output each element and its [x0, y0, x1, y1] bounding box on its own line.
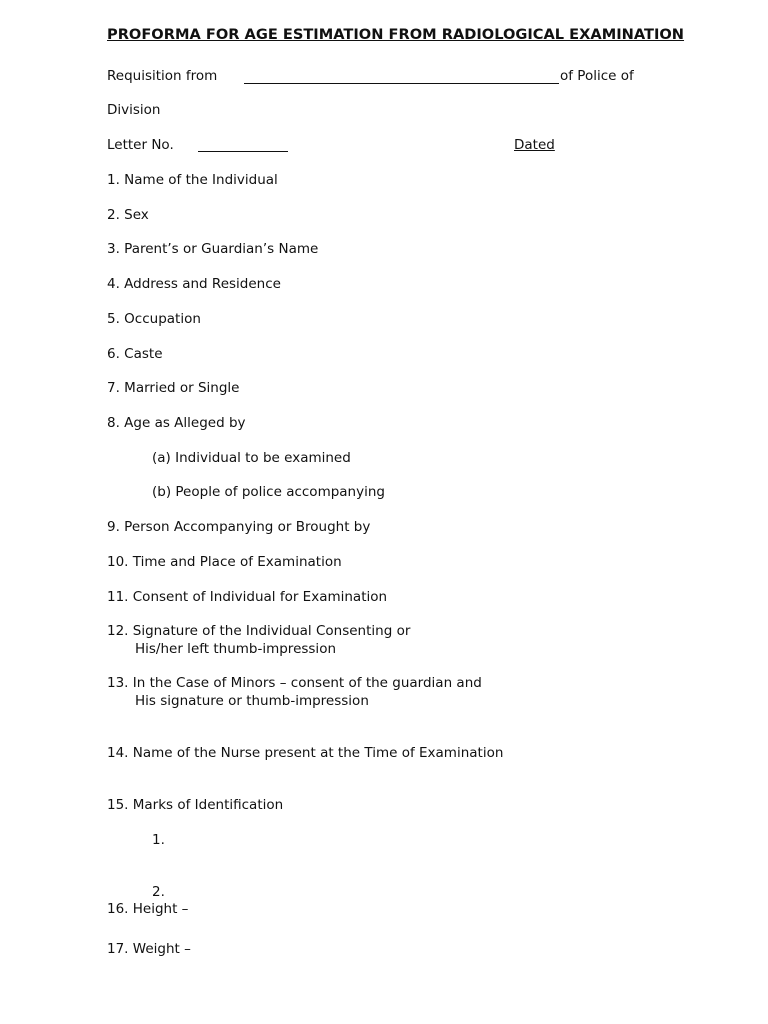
- item-age-individual: (a) Individual to be examined: [152, 450, 351, 466]
- item-time-place-examination: 10. Time and Place of Examination: [107, 554, 342, 570]
- of-police-of-label: of Police of: [560, 68, 634, 84]
- item-weight: 17. Weight –: [107, 941, 191, 957]
- item-marks-identification: 15. Marks of Identification: [107, 797, 284, 813]
- item-address-residence: 4. Address and Residence: [107, 276, 281, 292]
- item-height: 16. Height –: [107, 901, 189, 917]
- dated-label: Dated: [514, 137, 555, 153]
- item-nurse-name: 14. Name of the Nurse present at the Time of Examination: [107, 745, 504, 761]
- item-parent-guardian-name: 3. Parent’s or Guardian’s Name: [107, 241, 319, 257]
- requisition-from-blank-line[interactable]: [244, 83, 559, 84]
- item-sex: 2. Sex: [107, 207, 149, 223]
- item-consent-of-individual: 11. Consent of Individual for Examination: [107, 589, 388, 605]
- item-signature-line2: His/her left thumb-impression: [135, 641, 337, 657]
- item-occupation: 5. Occupation: [107, 311, 201, 327]
- item-signature-line1: 12. Signature of the Individual Consenting or: [107, 623, 411, 639]
- item-married-or-single: 7. Married or Single: [107, 380, 240, 396]
- identification-mark-1: 1.: [152, 832, 165, 848]
- item-age-as-alleged: 8. Age as Alleged by: [107, 415, 246, 431]
- item-person-accompanying: 9. Person Accompanying or Brought by: [107, 519, 371, 535]
- letter-no-blank-line[interactable]: [198, 151, 288, 152]
- item-minors-consent-line1: 13. In the Case of Minors – consent of the guardian and: [107, 675, 482, 691]
- item-caste: 6. Caste: [107, 346, 163, 362]
- requisition-from-label: Requisition from: [107, 68, 218, 84]
- letter-no-label: Letter No.: [107, 137, 174, 153]
- identification-mark-2: 2.: [152, 884, 165, 900]
- division-label: Division: [107, 102, 161, 118]
- item-name-of-individual: 1. Name of the Individual: [107, 172, 278, 188]
- page-title: PROFORMA FOR AGE ESTIMATION FROM RADIOLOGICAL EXAMINATION: [107, 26, 685, 43]
- item-minors-consent-line2: His signature or thumb-impression: [135, 693, 369, 709]
- item-age-police: (b) People of police accompanying: [152, 484, 385, 500]
